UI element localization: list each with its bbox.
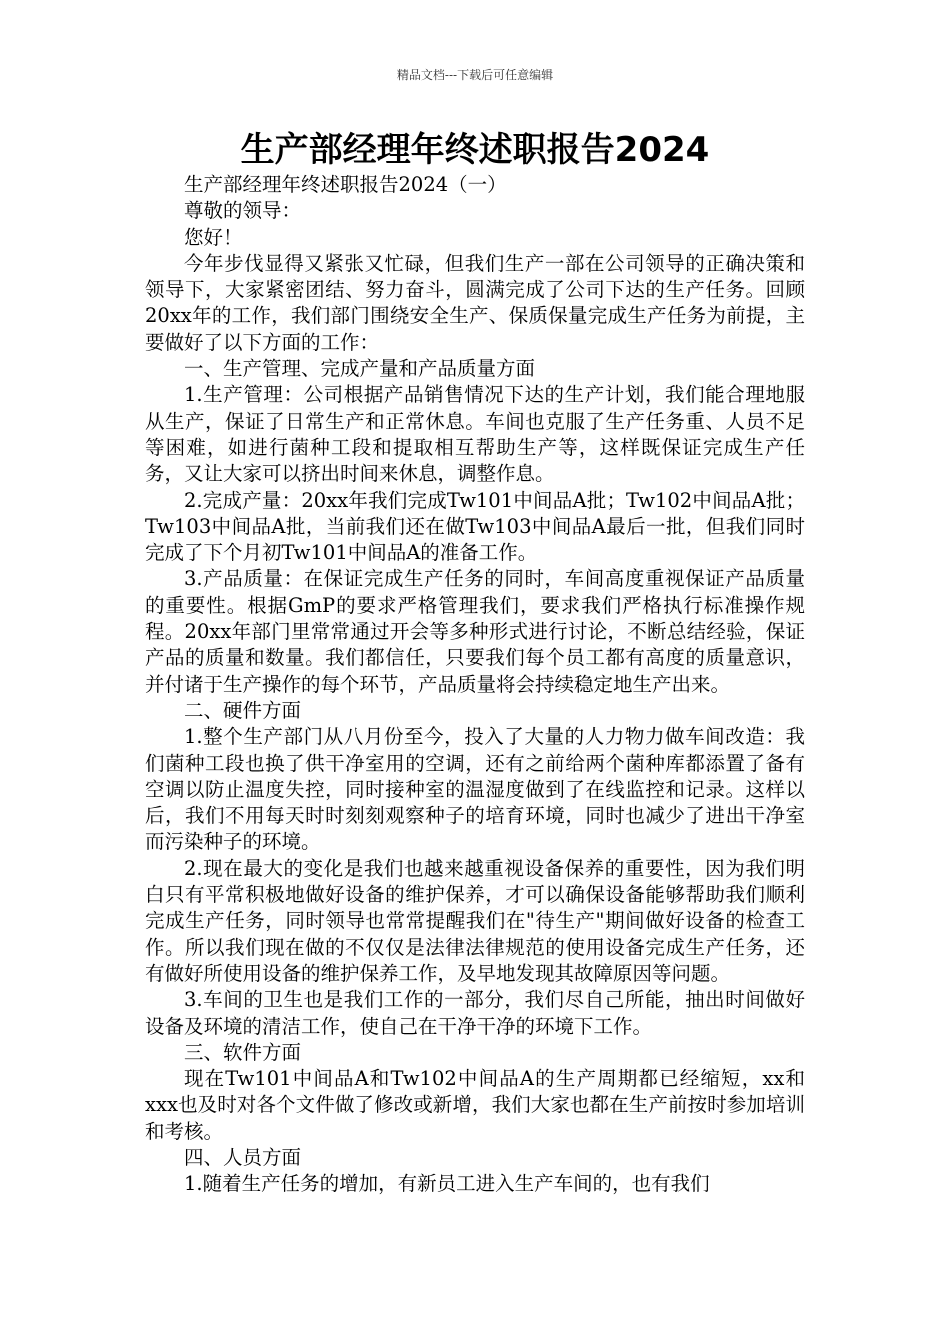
- section-heading-2: 二、硬件方面: [184, 698, 302, 722]
- section-heading-1: 一、生产管理、完成产量和产品质量方面: [184, 357, 536, 381]
- paragraph-intro: 今年步伐显得又紧张又忙碌，但我们生产一部在公司领导的正确决策和领导下，大家紧密团结、努力奋斗，圆满完成了公司下达的生产任务。回顾20xx年的工作，我们部门围绕安全生产、保质保量完成生产任务为前提，主要做好了以下方面的工作：: [145, 251, 805, 354]
- paragraph: 2.现在最大的变化是我们也越来越重视设备保养的重要性，因为我们明白只有平常积极地做好设备的维护保养，才可以确保设备能够帮助我们顺利完成生产任务，同时领导也常常提醒我们在"待生产"期间做好设备的检查工作。所以我们现在做的不仅仅是法律法律规范的使用设备完成生产任务，还有做好所使用设备的维护保养工作，及早地发现其故障原因等问题。: [145, 856, 805, 985]
- paragraph: 1.随着生产任务的增加，有新员工进入生产车间的，也有我们: [184, 1172, 710, 1196]
- paragraph-salutation: 尊敬的领导：: [184, 199, 302, 223]
- document-body: [145, 172, 805, 1198]
- section-heading-4: 四、人员方面: [184, 1145, 302, 1169]
- paragraph: 3.车间的卫生也是我们工作的一部分，我们尽自己所能，抽出时间做好设备及环境的清洁工作，使自己在干净干净的环境下工作。: [145, 988, 805, 1038]
- paragraph: 1.整个生产部门从八月份至今，投入了大量的人力物力做车间改造：我们菌种工段也换了供干净室用的空调，还有之前给两个菌种库都添置了备有空调以防止温度失控，同时接种室的温湿度做到了在线监控和记录。这样以后，我们不用每天时时刻刻观察种子的培育环境，同时也减少了进出干净室而污染种子的环境。: [145, 725, 805, 854]
- paragraph: 3.产品质量：在保证完成生产任务的同时，车间高度重视保证产品质量的重要性。根据GmP的要求严格管理我们，要求我们严格执行标准操作规程。20xx年部门里常常通过开会等多种形式进行讨论，不断总结经验，保证产品的质量和数量。我们都信任，只要我们每个员工都有高度的质量意识，并付诸于生产操作的每个环节，产品质量将会持续稳定地生产出来。: [145, 567, 805, 696]
- section-heading-3: 三、软件方面: [184, 1040, 302, 1064]
- header-note: 精品文档---下载后可任意编辑: [396, 68, 554, 82]
- paragraph: 1.生产管理：公司根据产品销售情况下达的生产计划，我们能合理地服从生产，保证了日常生产和正常休息。车间也克服了生产任务重、人员不足等困难，如进行菌种工段和提取相互帮助生产等，这样既保证完成生产任务，又让大家可以挤出时间来休息，调整作息。: [145, 383, 805, 486]
- paragraph: 2.完成产量：20xx年我们完成Tw101中间品A批；Tw102中间品A批；Tw103中间品A批，当前我们还在做Tw103中间品A最后一批，但我们同时完成了下个月初Tw101中间品A的准备工作。: [145, 488, 805, 565]
- document-title: 生产部经理年终述职报告2024: [240, 130, 710, 170]
- paragraph-greeting: 您好！: [184, 225, 243, 249]
- paragraph-subtitle: 生产部经理年终述职报告2024（一）: [184, 173, 507, 196]
- paragraph: 现在Tw101中间品A和Tw102中间品A的生产周期都已经缩短，xx和xxx也及时对各个文件做了修改或新增，我们大家也都在生产前按时参加培训和考核。: [145, 1067, 805, 1143]
